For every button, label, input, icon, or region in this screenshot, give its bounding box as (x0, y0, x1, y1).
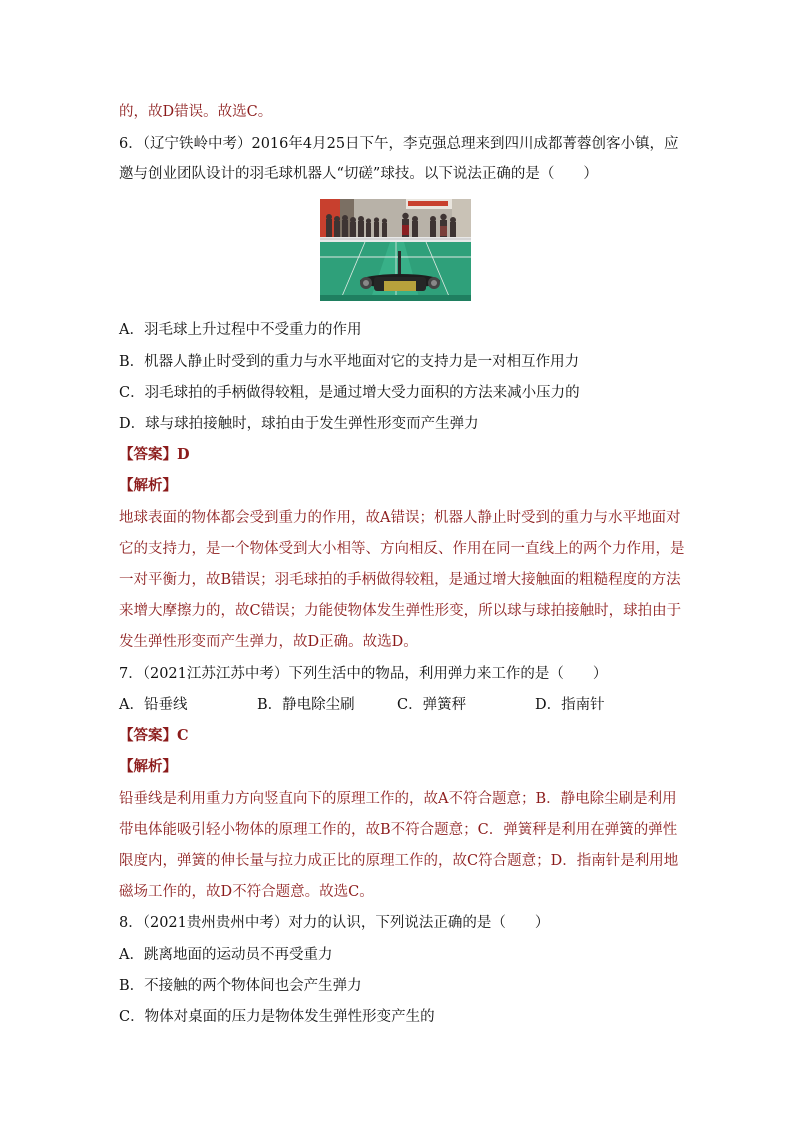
q7-option-c: C．弹簧秤 (397, 697, 467, 713)
q6-answer: 【答案】D (119, 446, 190, 463)
q6-analysis-line: 来增大摩擦力的，故C错误；力能使物体发生弹性形变，所以球与球拍接触时，球拍由于 (119, 603, 682, 619)
q6-option-b: B．机器人静止时受到的重力与水平地面对它的支持力是一对相互作用力 (119, 354, 580, 370)
q6-stem-line1: 6．（辽宁铁岭中考）2016年4月25日下午，李克强总理来到四川成都菁蓉创客小镇，应 (119, 136, 679, 152)
q7-option-b: B．静电除尘刷 (257, 697, 355, 713)
q6-analysis-line: 一对平衡力，故B错误；羽毛球拍的手柄做得较粗，是通过增大接触面的粗糙程度的方法 (119, 572, 681, 588)
previous-analysis-tail: 的，故D错误。故选C。 (119, 104, 273, 120)
q7-analysis-line: 限度内，弹簧的伸长量与拉力成正比的原理工作的，故C符合题意；D．指南针是利用地 (119, 853, 679, 869)
q7-option-a: A．铅垂线 (119, 697, 188, 713)
q7-analysis-line: 带电体能吸引轻小物体的原理工作的，故B不符合题意；C．弹簧秤是利用在弹簧的弹性 (119, 822, 678, 838)
q6-analysis-line: 地球表面的物体都会受到重力的作用，故A错误；机器人静止时受到的重力与水平地面对 (119, 510, 681, 526)
q6-option-d: D．球与球拍接触时，球拍由于发生弹性形变而产生弹力 (119, 416, 479, 432)
q7-analysis-label: 【解析】 (119, 758, 177, 775)
q6-stem-line2: 邀与创业团队设计的羽毛球机器人“切磋”球技。以下说法正确的是（ ） (119, 166, 598, 182)
q8-option-c: C．物体对桌面的压力是物体发生弹性形变产生的 (119, 1009, 435, 1025)
q6-option-c: C．羽毛球拍的手柄做得较粗，是通过增大受力面积的方法来减小压力的 (119, 385, 580, 401)
q7-stem: 7．（2021江苏江苏中考）下列生活中的物品，利用弹力来工作的是（ ） (119, 666, 608, 682)
q6-option-a: A．羽毛球上升过程中不受重力的作用 (119, 322, 362, 338)
badminton-robot-photo (320, 199, 471, 301)
q6-analysis-label: 【解析】 (119, 477, 177, 494)
q6-analysis-line: 它的支持力，是一个物体受到大小相等、方向相反、作用在同一直线上的两个力作用，是 (119, 541, 685, 557)
q8-option-b: B．不接触的两个物体间也会产生弹力 (119, 978, 362, 994)
q7-analysis-line: 磁场工作的，故D不符合题意。故选C。 (119, 884, 374, 900)
q8-option-a: A．跳离地面的运动员不再受重力 (119, 947, 333, 963)
q7-analysis-line: 铅垂线是利用重力方向竖直向下的原理工作的，故A不符合题意；B．静电除尘刷是利用 (119, 791, 677, 807)
q8-stem: 8．（2021贵州贵州中考）对力的认识，下列说法正确的是（ ） (119, 915, 550, 931)
q6-analysis-line: 发生弹性形变而产生弹力，故D正确。故选D。 (119, 634, 418, 650)
q7-answer: 【答案】C (119, 727, 189, 744)
q7-option-d: D．指南针 (535, 697, 605, 713)
